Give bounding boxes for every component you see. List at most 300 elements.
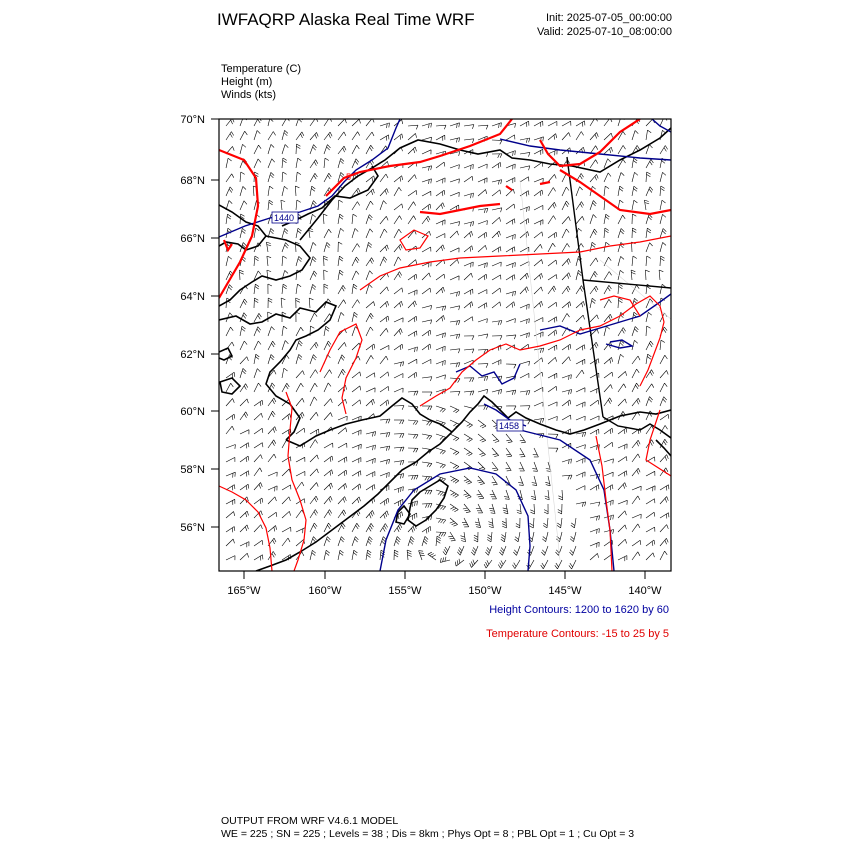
wind-barb <box>506 189 513 196</box>
wind-barb-feather <box>442 317 443 321</box>
wind-barb <box>604 398 610 406</box>
wind-barb <box>268 440 274 448</box>
wind-barb-feather <box>233 146 235 150</box>
wind-barb <box>352 537 355 546</box>
lon-label: 160°W <box>308 585 342 597</box>
wind-barb-feather <box>331 483 332 487</box>
wind-barb <box>296 256 299 266</box>
wind-barb-feather <box>386 303 387 307</box>
wind-barb-feather <box>369 514 371 518</box>
wind-barb <box>281 298 282 308</box>
wind-barb-feather <box>439 532 441 536</box>
wind-barb-feather <box>480 425 484 427</box>
wind-barb <box>478 263 487 266</box>
wind-barb <box>338 537 341 546</box>
wind-barb-feather <box>343 285 345 289</box>
wind-barb-feather <box>595 134 597 138</box>
wind-barb-feather <box>481 455 485 457</box>
wind-barb <box>576 445 585 448</box>
wind-barb <box>576 132 581 141</box>
wind-barb-feather <box>637 145 639 149</box>
wind-barb <box>296 270 297 280</box>
wind-barb-feather <box>478 496 483 497</box>
wind-barb-feather <box>662 231 665 234</box>
wind-barb <box>464 273 471 280</box>
wind-barb-feather <box>353 214 357 216</box>
wind-barb-feather <box>425 490 427 494</box>
wind-barb-feather <box>299 343 302 346</box>
wind-barb <box>660 485 669 490</box>
wind-barb-feather <box>650 161 653 165</box>
wind-barb <box>254 354 256 364</box>
wind-barb <box>450 448 459 452</box>
wind-barb <box>604 214 606 224</box>
wind-barb-feather <box>623 328 625 332</box>
wind-barb-feather <box>371 191 373 195</box>
wind-barb-feather <box>419 553 424 554</box>
wind-barb-feather <box>343 369 346 373</box>
wind-barb-feather <box>382 541 385 544</box>
wind-barb-feather <box>430 503 432 507</box>
wind-barb-feather <box>501 548 504 551</box>
wind-barb <box>576 416 585 420</box>
wind-barb-feather <box>527 287 529 291</box>
wind-barb-feather <box>565 203 568 207</box>
wind-barb-feather <box>606 242 610 245</box>
wind-barb <box>352 416 361 420</box>
wind-barb <box>548 275 556 281</box>
wind-barb-feather <box>346 470 347 475</box>
wind-barb-feather <box>256 354 259 357</box>
wind-barb <box>310 397 314 406</box>
wind-barb-feather <box>580 187 583 190</box>
wind-barb <box>660 383 665 392</box>
wind-barb <box>618 471 627 476</box>
wind-barb-feather <box>440 436 443 439</box>
wind-barb <box>590 502 600 504</box>
wind-barb-feather <box>329 485 330 489</box>
wind-barb <box>646 370 652 378</box>
wind-barb <box>226 556 235 560</box>
wind-barb-feather <box>513 151 514 156</box>
wind-barb-feather <box>459 547 462 550</box>
wind-barb <box>268 355 271 365</box>
wind-barb-feather <box>568 401 569 405</box>
wind-barb-feather <box>372 432 373 436</box>
wind-barb-feather <box>665 456 667 460</box>
wind-barb <box>352 386 360 392</box>
wind-barb <box>366 242 369 252</box>
wind-barb-feather <box>653 553 654 557</box>
wind-barb <box>380 433 390 435</box>
wind-barb <box>366 432 376 434</box>
wind-barb-feather <box>597 174 599 178</box>
wind-barb-feather <box>424 539 427 542</box>
wind-barb <box>408 359 417 364</box>
wind-barb-feather <box>440 558 441 562</box>
wind-barb-feather <box>609 257 612 261</box>
wind-barb-feather <box>440 492 443 495</box>
wind-barb-feather <box>444 549 447 553</box>
wind-barb-feather <box>487 319 488 323</box>
wind-barb-feather <box>427 218 429 222</box>
wind-barb-feather <box>234 527 235 531</box>
wind-barb-feather <box>228 228 232 231</box>
wind-barb <box>520 304 529 308</box>
wind-barb-feather <box>571 525 575 528</box>
wind-barb-feather <box>373 446 374 451</box>
wind-barb-feather <box>621 256 624 259</box>
wind-barb-feather <box>261 455 263 459</box>
wind-barb-feather <box>487 334 488 338</box>
wind-barb <box>296 383 301 392</box>
wind-barb-feather <box>608 173 611 177</box>
wind-barb-feather <box>513 552 516 555</box>
wind-barb <box>240 542 249 546</box>
wind-barb <box>296 172 297 182</box>
wind-barb-feather <box>445 333 446 337</box>
wind-barb-feather <box>500 190 501 194</box>
wind-barb-feather <box>288 415 289 419</box>
wind-barb-feather <box>274 527 275 531</box>
wind-barb <box>632 514 641 518</box>
wind-barb-feather <box>289 497 291 501</box>
wind-barb-feather <box>370 229 373 232</box>
wind-barb-feather <box>635 327 638 330</box>
wind-barb-feather <box>255 258 259 260</box>
wind-barb-feather <box>234 372 235 377</box>
wind-barb <box>534 402 543 406</box>
wind-barb <box>576 458 585 462</box>
wind-barb <box>366 201 371 210</box>
wind-barb-feather <box>274 370 276 374</box>
wind-barb-feather <box>487 560 489 564</box>
wind-barb-feather <box>619 189 623 192</box>
wind-barb-feather <box>410 541 413 544</box>
wind-barb <box>506 234 515 238</box>
wind-barb-feather <box>314 512 316 516</box>
wind-barb-feather <box>398 257 401 261</box>
wind-barb-feather <box>340 270 344 273</box>
wind-barb <box>618 399 625 406</box>
wind-barb-feather <box>621 173 624 176</box>
wind-barb-feather <box>244 299 247 303</box>
wind-barb-feather <box>580 176 582 180</box>
wind-barb-feather <box>456 410 460 413</box>
wind-barb <box>450 123 460 126</box>
wind-barb <box>646 187 650 196</box>
wind-barb <box>226 187 230 196</box>
wind-barb-feather <box>374 302 375 306</box>
wind-barb-feather <box>486 562 488 566</box>
wind-barb-feather <box>526 220 527 225</box>
wind-barb <box>618 384 624 392</box>
wind-barb-feather <box>254 298 258 300</box>
wind-barb-feather <box>387 124 388 128</box>
wind-barb <box>268 512 276 518</box>
wind-barb <box>450 349 460 350</box>
wind-barb-feather <box>569 259 571 263</box>
wind-barb-feather <box>273 132 275 136</box>
wind-barb <box>338 256 339 266</box>
wind-barb <box>254 313 259 322</box>
wind-barb <box>632 552 638 560</box>
wind-barb-feather <box>267 256 271 258</box>
wind-barb-feather <box>625 539 626 543</box>
wind-barb-feather <box>402 406 404 410</box>
wind-barb-feather <box>371 355 373 359</box>
wind-barb-feather <box>500 563 502 567</box>
wind-barb-feather <box>389 433 390 437</box>
wind-barb-feather <box>402 420 404 424</box>
wind-barb-feather <box>662 200 666 203</box>
wind-barb-feather <box>507 456 511 457</box>
wind-barb <box>282 326 283 336</box>
wind-barb-feather <box>598 359 599 364</box>
wind-barb-feather <box>500 550 503 553</box>
wind-barb <box>548 357 555 364</box>
wind-barb-feather <box>317 483 319 487</box>
wind-barb-feather <box>315 383 318 387</box>
wind-barb-feather <box>647 326 651 328</box>
wind-barb-feather <box>254 300 258 302</box>
wind-barb-feather <box>340 214 344 217</box>
wind-barb <box>394 447 404 448</box>
wind-barb-feather <box>567 274 569 278</box>
wind-barb <box>492 360 501 364</box>
wind-barb <box>394 216 400 224</box>
wind-barb-feather <box>597 315 599 319</box>
wind-barb-feather <box>397 528 399 532</box>
wind-barb <box>352 257 356 266</box>
wind-barb-feather <box>500 140 502 144</box>
wind-barb-feather <box>427 490 429 494</box>
wind-barb <box>436 234 445 239</box>
wind-barb <box>268 116 270 126</box>
wind-barb-feather <box>417 501 418 506</box>
wind-barb-feather <box>558 510 562 512</box>
wind-barb-feather <box>386 216 388 220</box>
wind-barb-feather <box>625 525 626 529</box>
wind-barb-feather <box>343 148 345 152</box>
wind-barb-feather <box>298 231 302 234</box>
wind-barb-feather <box>515 539 519 542</box>
wind-barb <box>226 383 231 392</box>
wind-barb-feather <box>593 203 596 206</box>
wind-barb-feather <box>309 298 313 300</box>
wind-barb <box>590 229 594 238</box>
wind-barb <box>310 370 315 378</box>
wind-barb-feather <box>659 270 663 272</box>
wind-barb <box>352 444 361 448</box>
wind-barb-feather <box>469 439 473 441</box>
wind-barb-feather <box>531 512 535 514</box>
wind-barb-feather <box>569 565 572 569</box>
wind-barb-feather <box>400 434 402 438</box>
wind-barb-feather <box>315 498 317 502</box>
wind-barb-feather <box>457 259 458 263</box>
wind-barb-feather <box>647 231 651 234</box>
wind-barb <box>506 263 515 267</box>
wind-barb-feather <box>654 540 655 544</box>
wind-barb-feather <box>355 161 358 165</box>
wind-barb-feather <box>540 275 541 279</box>
wind-barb <box>436 360 445 364</box>
wind-barb-feather <box>592 242 596 245</box>
wind-barb-feather <box>609 299 612 303</box>
wind-barb-feather <box>328 341 331 345</box>
wind-barb <box>450 138 460 140</box>
wind-barb <box>268 486 277 490</box>
wind-barb-feather <box>301 327 304 331</box>
wind-barb-feather <box>529 166 530 170</box>
wind-barb <box>520 319 529 322</box>
wind-barb <box>618 457 626 463</box>
wind-barb-feather <box>553 204 555 208</box>
wind-barb <box>576 486 585 490</box>
wind-barb-feather <box>313 355 316 358</box>
wind-barb-feather <box>596 146 598 150</box>
wind-barb <box>352 228 355 238</box>
wind-barb-feather <box>315 173 318 177</box>
wind-barb <box>575 518 577 528</box>
wind-barb-feather <box>666 468 668 472</box>
wind-barb-feather <box>663 329 666 333</box>
wind-barb-feather <box>400 447 402 451</box>
wind-barb-feather <box>582 303 583 307</box>
wind-barb-feather <box>430 526 431 531</box>
wind-barb-feather <box>528 420 530 424</box>
wind-barb-feather <box>272 343 275 347</box>
wind-barb-feather <box>479 482 483 483</box>
wind-barb-feather <box>555 174 557 178</box>
wind-barb-feather <box>357 202 359 206</box>
wind-barb-feather <box>234 512 235 516</box>
wind-barb-feather <box>613 530 614 534</box>
wind-barb <box>268 186 270 196</box>
wind-barb <box>352 523 357 532</box>
wind-barb-feather <box>568 346 569 351</box>
wind-barb-feather <box>261 413 262 417</box>
wind-barb-feather <box>397 537 400 540</box>
wind-barb-feather <box>442 451 445 454</box>
wind-barb-feather <box>582 502 583 506</box>
wind-barb-feather <box>453 451 457 454</box>
wind-barb-feather <box>402 120 403 124</box>
wind-barb-feather <box>513 189 514 193</box>
wind-barb <box>562 490 563 500</box>
wind-barb-feather <box>283 160 287 162</box>
wind-barb-feather <box>228 256 232 259</box>
wind-barb-feather <box>443 520 446 524</box>
wind-barb <box>226 445 235 449</box>
wind-barb <box>604 372 612 378</box>
wind-barb <box>562 475 572 476</box>
wind-barb-feather <box>665 439 668 443</box>
wind-barb <box>282 284 283 294</box>
wind-barb <box>254 284 255 294</box>
wind-barb-feather <box>484 234 485 239</box>
wind-barb <box>366 132 372 140</box>
wind-barb <box>450 321 460 322</box>
wind-barb <box>422 150 431 154</box>
wind-barb-feather <box>398 526 400 530</box>
wind-barb-feather <box>244 386 246 390</box>
wind-barb <box>534 137 544 140</box>
wind-barb-feather <box>622 330 624 334</box>
wind-barb-feather <box>400 474 401 478</box>
wind-barb-feather <box>246 486 247 490</box>
wind-barb-feather <box>581 243 583 247</box>
wind-barb <box>436 462 446 465</box>
height-contour-label: 1440 <box>274 213 295 223</box>
wind-barb-feather <box>401 301 402 305</box>
wind-barb-feather <box>346 428 347 432</box>
wind-barb-feather <box>413 448 415 452</box>
wind-barb <box>253 186 254 196</box>
wind-barb-feather <box>358 188 360 192</box>
wind-barb <box>492 162 500 168</box>
wind-barb-feather <box>491 513 495 514</box>
wind-barb <box>492 123 501 126</box>
wind-barb-feather <box>403 460 404 464</box>
wind-barb-feather <box>570 539 573 542</box>
wind-barb-feather <box>314 175 317 179</box>
wind-barb-feather <box>467 424 471 426</box>
wind-barb-feather <box>480 439 484 441</box>
wind-barb-feather <box>532 483 536 484</box>
wind-barb <box>659 270 660 280</box>
wind-barb-feather <box>530 523 534 525</box>
wind-barb-feather <box>486 364 488 368</box>
wind-barb-feather <box>414 318 415 323</box>
wind-barb <box>618 215 623 224</box>
wind-barb-feather <box>443 507 446 510</box>
wind-barb-feather <box>542 232 543 237</box>
wind-barb <box>520 462 524 471</box>
wind-barb-feather <box>244 414 246 418</box>
wind-barb-feather <box>248 443 249 448</box>
wind-barb-feather <box>258 315 260 319</box>
wind-barb <box>492 208 502 210</box>
wind-barb <box>268 327 271 336</box>
wind-barb-feather <box>403 362 404 366</box>
wind-barb-feather <box>438 491 441 494</box>
wind-barb-feather <box>243 243 246 246</box>
wind-barb <box>533 518 534 528</box>
wind-barb-feather <box>357 499 358 503</box>
wind-barb <box>520 448 525 457</box>
wind-barb-feather <box>369 539 372 542</box>
wind-barb-feather <box>370 162 372 166</box>
wind-barb <box>422 137 432 140</box>
wind-barb-feather <box>360 484 361 488</box>
wind-barb-feather <box>383 528 385 532</box>
wind-barb-feather <box>298 158 302 161</box>
wind-barb-feather <box>413 526 415 530</box>
wind-barb-feather <box>341 158 344 161</box>
wind-barb-feather <box>477 480 481 481</box>
wind-barb <box>296 354 299 364</box>
wind-barb-feather <box>402 447 404 451</box>
wind-barb-feather <box>555 565 558 569</box>
wind-barb-feather <box>328 383 331 387</box>
wind-barb-feather <box>416 448 418 452</box>
wind-barb <box>254 327 258 336</box>
wind-barb <box>282 228 285 238</box>
wind-barb-feather <box>338 242 342 244</box>
wind-barb-feather <box>283 284 287 286</box>
